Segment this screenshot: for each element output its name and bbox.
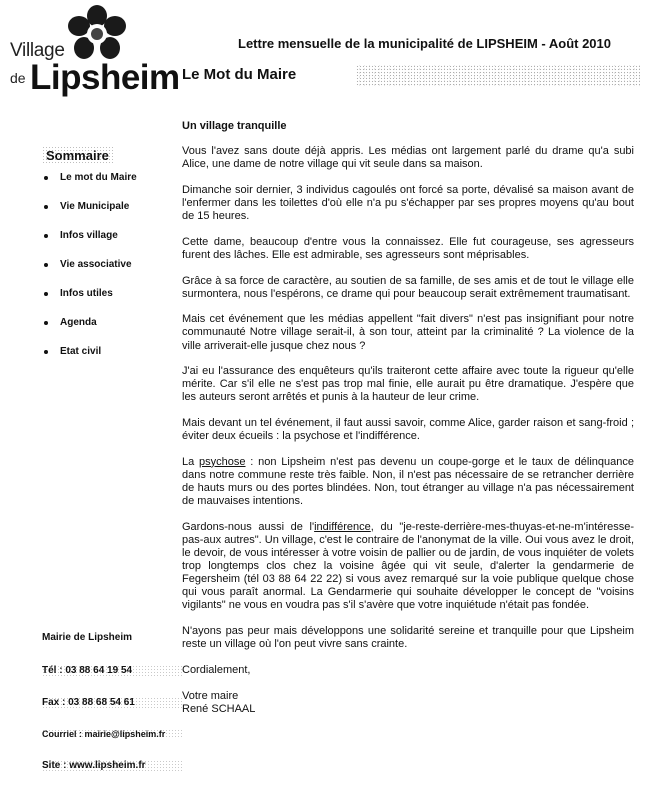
newsletter-title: Lettre mensuelle de la municipalité de LIPSHEIM - Août 2010 — [238, 36, 612, 51]
mairie-website[interactable]: Site : www.lipsheim.fr — [42, 760, 182, 771]
mairie-email[interactable]: Courriel : mairie@lipsheim.fr — [42, 729, 182, 739]
sommaire-item-vie-municipale[interactable]: Vie Municipale — [40, 200, 180, 229]
bullet-icon — [44, 176, 48, 180]
signature-role: Votre maire — [182, 689, 239, 702]
logo-word-de: de — [10, 70, 26, 86]
sommaire-item-mot-du-maire[interactable]: Le mot du Maire — [40, 171, 180, 200]
sommaire-item-infos-utiles[interactable]: Infos utiles — [40, 287, 180, 316]
article-paragraph: Dimanche soir dernier, 3 individus cagoulés ont forcé sa porte, dévalisé sa maison avant de l'enfermer dans les toilettes d'où elle n'a pu s'échapper par ses propres moyens qu'au bout de 15 heures. — [182, 183, 634, 223]
logo-word-village: Village — [10, 40, 65, 61]
section-title: Le Mot du Maire — [182, 66, 297, 83]
article — [182, 120, 634, 716]
sommaire-title: Sommaire — [42, 146, 113, 165]
article-paragraph-psychose: La psychose : non Lipsheim n'est pas devenu un coupe-gorge et le taux de délinquance dans notre commune reste très faible. Non, il n'est pas nécessaire de se retrancher derrière de hauts murs ou des portes blindées. Non, tout étranger au village n'a pas nécessairement de mauvaises intentions. — [182, 455, 634, 508]
article-paragraph: Grâce à sa force de caractère, au soutien de sa famille, de ses amis et de tout le village elle surmontera, nous l'espérons, ce drame qui pour beaucoup serait extrêmement traumatisant. — [182, 274, 634, 300]
signature-name: René SCHAAL — [182, 702, 256, 715]
term-psychose: psychose — [199, 455, 246, 468]
bullet-icon — [44, 321, 48, 325]
sommaire-item-etat-civil[interactable]: Etat civil — [40, 345, 180, 374]
bullet-icon — [44, 350, 48, 354]
article-paragraph: Mais devant un tel événement, il faut aussi savoir, comme Alice, garder raison et sang-froid ; éviter deux écueils : la psychose et l'indifférence. — [182, 417, 634, 443]
article-title: Un village tranquille — [182, 120, 287, 132]
flower-icon — [62, 4, 132, 64]
sommaire — [40, 146, 180, 374]
bullet-icon — [44, 205, 48, 209]
article-paragraph: J'ai eu l'assurance des enquêteurs qu'ils traiteront cette affaire avec toute la rigueur qu'elle mérite. Car s'il elle ne s'est pas trop mal finie, elle aurait pu être dramatique. J'espère que les auteurs seront arrêtés et punis à la hauteur de leur crime. — [182, 365, 634, 404]
article-paragraph: N'ayons pas peur mais développons une solidarité sereine et tranquille pour que Lipsheim reste un village où l'on peut vivre sans crainte. — [182, 625, 634, 651]
bullet-icon — [44, 234, 48, 238]
logo-word-lipsheim: Lipsheim — [30, 58, 180, 97]
article-paragraph: Vous l'avez sans doute déjà appris. Les médias ont largement parlé du drame qu'a subi Alice, une dame de notre village qui vit seule dans sa maison. — [182, 145, 634, 171]
mairie-phone: Tél : 03 88 64 19 54 — [42, 665, 182, 676]
term-indifference: indifférence — [314, 520, 371, 533]
sommaire-item-agenda[interactable]: Agenda — [40, 316, 180, 345]
mairie-title: Mairie de Lipsheim — [42, 632, 133, 643]
village-logo — [4, 4, 180, 104]
signature — [182, 690, 634, 716]
bullet-icon — [44, 263, 48, 267]
article-paragraph: Cette dame, beaucoup d'entre vous la connaissez. Elle fut courageuse, ses agresseurs furent des lâches. Elle est admirable, ses agresseurs sont méprisables. — [182, 235, 634, 261]
mairie-fax: Fax : 03 88 68 54 61 — [42, 697, 182, 708]
bullet-icon — [44, 292, 48, 296]
sommaire-item-vie-associative[interactable]: Vie associative — [40, 258, 180, 287]
mairie-contact — [42, 632, 182, 792]
article-paragraph: Mais cet événement que les médias appellent "fait divers" n'est pas insignifiant pour notre communauté Notre village serait-il, à son tour, atteint par la criminalité ? La violence de la ville arriverait-elle jusque chez nous ? — [182, 313, 634, 352]
article-closing: Cordialement, — [182, 663, 251, 676]
header-texture — [356, 65, 640, 87]
sommaire-item-infos-village[interactable]: Infos village — [40, 229, 180, 258]
article-paragraph-indifference: Gardons-nous aussi de l'indifférence, du "je-reste-derrière-mes-thuyas-et-ne-m'intéresse-pas-aux autres". Un village, c'est le contraire de l'anonymat de la ville. Oui vous avez le droit, le devoir, de vous intéresser à votre voisin de pallier ou de jardin, de vous inquiéter de volets trop longtemps clos chez la voisine âgée qui vit seule, d'alerter la gendarmerie de Fegersheim (tél 03 88 64 22 22) si vous avez remarqué sur la voie publique quelque chose qui vous paraît anormal. La Gendarmerie qui souhaite développer le concept de "voisins vigilants" ne vous en voudra pas s'il s'avère que votre inquiétude n'était pas fondée. — [182, 520, 634, 612]
